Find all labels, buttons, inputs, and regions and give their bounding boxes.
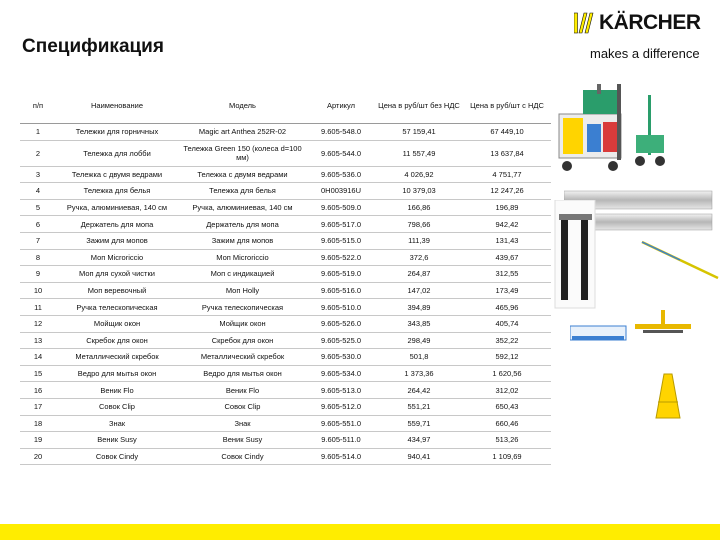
table-cell: 13 637,84	[463, 140, 551, 166]
window-squeegee-image	[633, 308, 693, 338]
table-cell: 394,89	[375, 299, 463, 316]
table-cell: 9.605-513.0	[307, 382, 375, 399]
table-cell: 9.605-536.0	[307, 166, 375, 183]
column-header: Модель	[178, 88, 307, 124]
table-cell: 196,89	[463, 199, 551, 216]
table-cell: 9.605-544.0	[307, 140, 375, 166]
table-cell: Ведро для мытья окон	[56, 365, 178, 382]
table-cell: 13	[20, 332, 56, 349]
table-cell: 343,85	[375, 315, 463, 332]
table-cell: Тележка Green 150 (колеса d=100 мм)	[178, 140, 307, 166]
table-cell: 940,41	[375, 448, 463, 465]
table-cell: 9.605-512.0	[307, 398, 375, 415]
table-cell: 131,43	[463, 232, 551, 249]
table-cell: 0Н003916U	[307, 183, 375, 200]
table-cell: 20	[20, 448, 56, 465]
table-cell: 3	[20, 166, 56, 183]
table-cell: Зажим для мопов	[178, 232, 307, 249]
table-cell: 57 159,41	[375, 124, 463, 141]
table-cell: Ручка, алюминиевая, 140 см	[178, 199, 307, 216]
table-cell: 9.605-526.0	[307, 315, 375, 332]
table-cell: Зажим для мопов	[56, 232, 178, 249]
mop-holder-image	[553, 200, 598, 310]
brand-bar	[0, 524, 720, 540]
table-cell: 9.605-517.0	[307, 216, 375, 233]
table-cell: 10	[20, 282, 56, 299]
table-cell: Тележка с двумя ведрами	[178, 166, 307, 183]
table-cell: 9.605-510.0	[307, 299, 375, 316]
table-cell: 19	[20, 432, 56, 449]
table-row	[20, 199, 551, 216]
table-cell: 9.605-530.0	[307, 349, 375, 366]
table-cell: Тележка для белья	[178, 183, 307, 200]
table-cell: 9.605-509.0	[307, 199, 375, 216]
column-header: Цена в руб/шт без НДС	[375, 88, 463, 124]
table-cell: Тележка с двумя ведрами	[56, 166, 178, 183]
table-row	[20, 166, 551, 183]
table-cell: 9.605-514.0	[307, 448, 375, 465]
window-washer-image	[570, 322, 628, 344]
table-cell: Веник Susy	[178, 432, 307, 449]
table-cell: 9.605-548.0	[307, 124, 375, 141]
table-cell: Ручка телескопическая	[178, 299, 307, 316]
table-cell: 9	[20, 266, 56, 283]
table-cell: Совок Clip	[56, 398, 178, 415]
table-cell: 17	[20, 398, 56, 415]
table-row	[20, 266, 551, 283]
page-title: Спецификация	[22, 36, 164, 57]
table-cell: 798,66	[375, 216, 463, 233]
housekeeping-cart-image	[553, 84, 633, 176]
column-header: Цена в руб/шт с НДС	[463, 88, 551, 124]
table-cell: Скребок для окон	[178, 332, 307, 349]
table-row	[20, 249, 551, 266]
table-cell: 173,49	[463, 282, 551, 299]
table-cell: Металлический скребок	[178, 349, 307, 366]
table-cell: Веник Flo	[178, 382, 307, 399]
table-row	[20, 432, 551, 449]
table-row	[20, 183, 551, 200]
table-cell: 264,87	[375, 266, 463, 283]
table-cell: 434,97	[375, 432, 463, 449]
table-cell: 650,43	[463, 398, 551, 415]
table-cell: 1 109,69	[463, 448, 551, 465]
slogan: makes a difference	[590, 46, 700, 61]
table-cell: 559,71	[375, 415, 463, 432]
table-row	[20, 299, 551, 316]
table-cell: 11 557,49	[375, 140, 463, 166]
table-cell: Держатель для мопа	[178, 216, 307, 233]
table-cell: Тележка для белья	[56, 183, 178, 200]
table-row	[20, 124, 551, 141]
table-cell: 12 247,26	[463, 183, 551, 200]
table-cell: 67 449,10	[463, 124, 551, 141]
table-cell: 9.605-515.0	[307, 232, 375, 249]
table-row	[20, 315, 551, 332]
table-cell: 1 373,36	[375, 365, 463, 382]
table-cell: 551,21	[375, 398, 463, 415]
table-cell: Знак	[56, 415, 178, 432]
table-cell: 12	[20, 315, 56, 332]
table-cell: 942,42	[463, 216, 551, 233]
table-cell: 264,42	[375, 382, 463, 399]
telescopic-handle-image	[640, 240, 720, 280]
table-cell: Моп с индикацией	[178, 266, 307, 283]
table-cell: 9.605-534.0	[307, 365, 375, 382]
table-row	[20, 216, 551, 233]
table-cell: 147,02	[375, 282, 463, 299]
table-cell: 16	[20, 382, 56, 399]
table-cell: Совок Clip	[178, 398, 307, 415]
table-cell: 8	[20, 249, 56, 266]
table-cell: 2	[20, 140, 56, 166]
table-cell: Magic art Anthea 252R-02	[178, 124, 307, 141]
lobby-trolley-image	[630, 95, 670, 175]
table-cell: 6	[20, 216, 56, 233]
logo-text: KÄRCHER	[599, 11, 701, 34]
table-row	[20, 382, 551, 399]
table-cell: Мойщик окон	[178, 315, 307, 332]
table-cell: 9.605-525.0	[307, 332, 375, 349]
table-cell: Держатель для мопа	[56, 216, 178, 233]
table-cell: 4 026,92	[375, 166, 463, 183]
table-cell: 312,02	[463, 382, 551, 399]
table-cell: Ведро для мытья окон	[178, 365, 307, 382]
wet-floor-sign-image	[650, 372, 686, 420]
table-cell: 15	[20, 365, 56, 382]
table-cell: 439,67	[463, 249, 551, 266]
table-cell: 166,86	[375, 199, 463, 216]
table-cell: 513,26	[463, 432, 551, 449]
column-header: Артикул	[307, 88, 375, 124]
table-row	[20, 398, 551, 415]
table-cell: Моп Microriccio	[56, 249, 178, 266]
column-header: п/п	[20, 88, 56, 124]
table-cell: 501,8	[375, 349, 463, 366]
table-cell: 312,55	[463, 266, 551, 283]
table-cell: 9.605-519.0	[307, 266, 375, 283]
table-cell: 405,74	[463, 315, 551, 332]
table-cell: Тележки для горничных	[56, 124, 178, 141]
table-cell: 9.605-551.0	[307, 415, 375, 432]
table-row	[20, 448, 551, 465]
table-cell: 14	[20, 349, 56, 366]
table-cell: Скребок для окон	[56, 332, 178, 349]
table-header-row	[20, 88, 551, 124]
table-cell: Знак	[178, 415, 307, 432]
table-row	[20, 282, 551, 299]
table-cell: Совок Cindy	[56, 448, 178, 465]
table-cell: Моп Microriccio	[178, 249, 307, 266]
table-cell: Веник Flo	[56, 382, 178, 399]
table-cell: 465,96	[463, 299, 551, 316]
table-cell: 5	[20, 199, 56, 216]
karcher-logo	[574, 10, 704, 36]
table-cell: Моп Holly	[178, 282, 307, 299]
table-cell: 10 379,03	[375, 183, 463, 200]
table-cell: 7	[20, 232, 56, 249]
table-cell: 352,22	[463, 332, 551, 349]
table-cell: Моп для сухой чистки	[56, 266, 178, 283]
table-cell: 592,12	[463, 349, 551, 366]
table-cell: Ручка, алюминиевая, 140 см	[56, 199, 178, 216]
table-row	[20, 415, 551, 432]
table-cell: Совок Cindy	[178, 448, 307, 465]
karcher-swoosh-icon	[574, 12, 596, 34]
table-row	[20, 349, 551, 366]
table-row	[20, 365, 551, 382]
table-cell: 4 751,77	[463, 166, 551, 183]
column-header: Наименование	[56, 88, 178, 124]
table-row	[20, 332, 551, 349]
table-cell: Мойщик окон	[56, 315, 178, 332]
table-cell: Ручка телескопическая	[56, 299, 178, 316]
table-cell: 298,49	[375, 332, 463, 349]
table-cell: 372,6	[375, 249, 463, 266]
table-cell: Металлический скребок	[56, 349, 178, 366]
table-cell: 1	[20, 124, 56, 141]
table-cell: Тележка для лобби	[56, 140, 178, 166]
table-row	[20, 232, 551, 249]
table-cell: Веник Susy	[56, 432, 178, 449]
table-cell: 1 620,56	[463, 365, 551, 382]
specification-table	[20, 88, 551, 465]
table-cell: 111,39	[375, 232, 463, 249]
table-cell: 9.605-511.0	[307, 432, 375, 449]
table-cell: 18	[20, 415, 56, 432]
table-cell: 9.605-522.0	[307, 249, 375, 266]
table-cell: Моп веревочный	[56, 282, 178, 299]
table-cell: 660,46	[463, 415, 551, 432]
table-cell: 4	[20, 183, 56, 200]
table-cell: 11	[20, 299, 56, 316]
table-cell: 9.605-516.0	[307, 282, 375, 299]
table-row	[20, 140, 551, 166]
